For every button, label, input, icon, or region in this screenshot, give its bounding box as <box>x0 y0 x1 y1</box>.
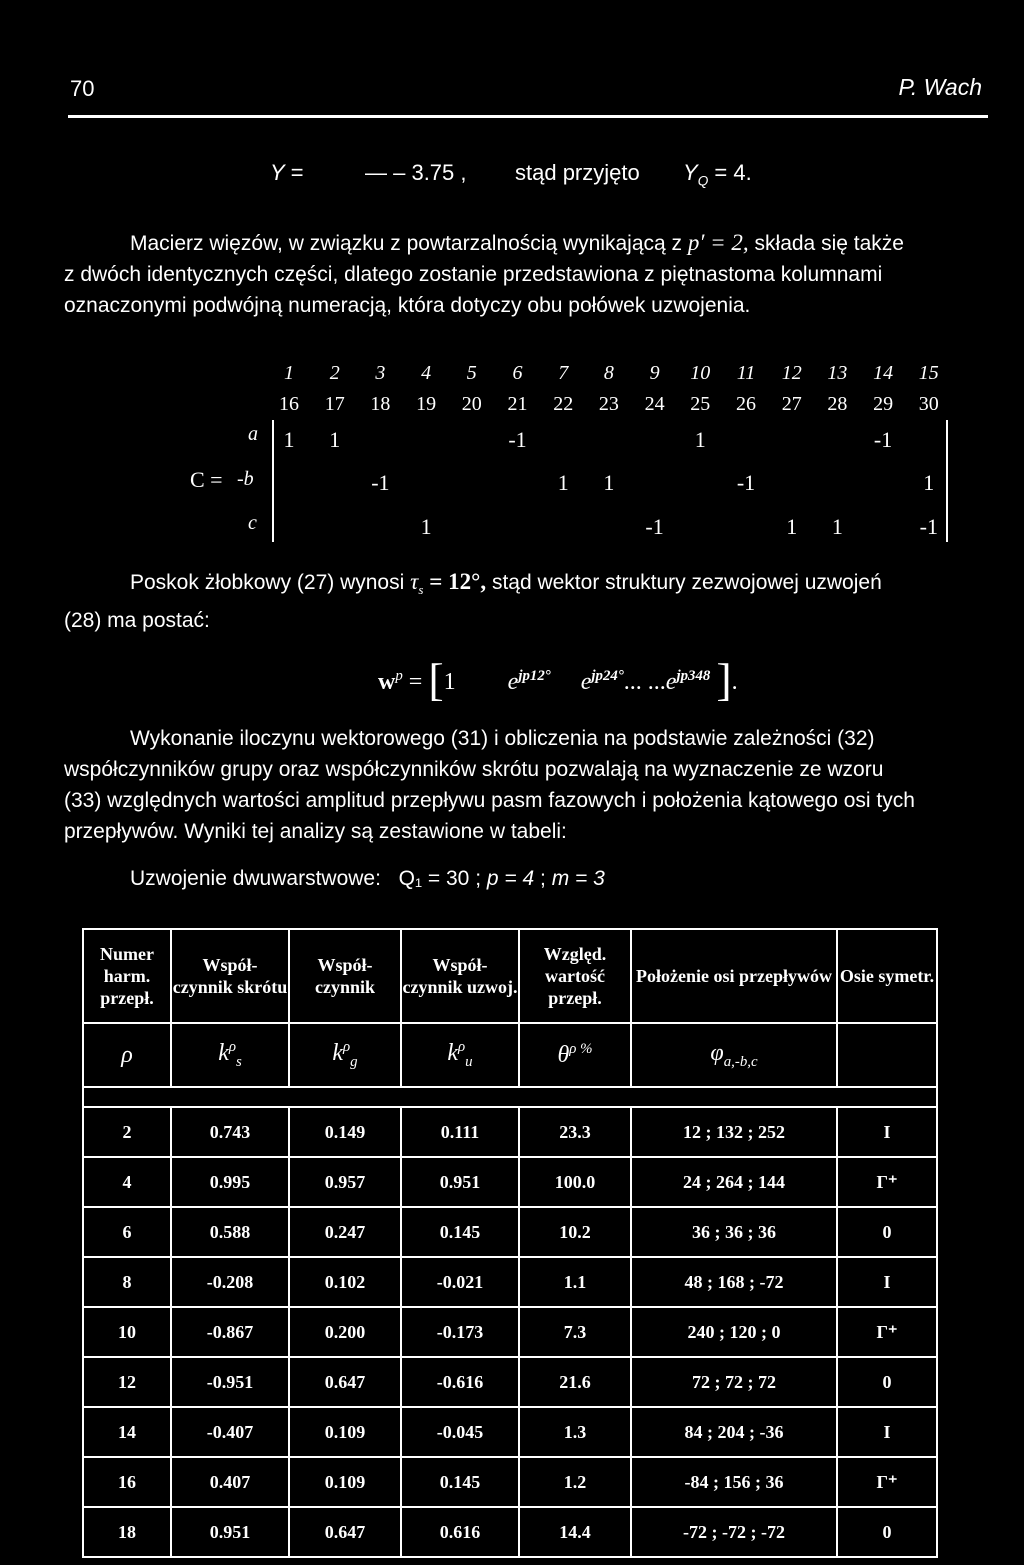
table-cell: 10 <box>83 1307 171 1357</box>
vector-e3-sup: jp348 <box>676 668 711 684</box>
results-table <box>82 928 938 1558</box>
matrix-col-number-top: 5 <box>466 362 477 384</box>
table-cell: 10.2 <box>519 1207 631 1257</box>
paragraph2-line2: (28) ma postać: <box>64 609 210 632</box>
matrix-col-number-top: 3 <box>375 362 386 384</box>
matrix-col-number-top: 6 <box>512 362 523 384</box>
table-cell: -0.951 <box>171 1357 289 1407</box>
table-cell: Γ⁺ <box>837 1307 937 1357</box>
table-cell: 0 <box>837 1357 937 1407</box>
vector-right-bracket: ] <box>716 654 732 705</box>
matrix-cell-c: 1 <box>420 514 432 539</box>
table-row <box>83 1357 937 1407</box>
symbol-ku: $k^\rho_u$ <box>401 1023 519 1087</box>
header-group-factor: Współ- czynnik <box>289 929 401 1023</box>
eq-y-result-val: = 4. <box>714 160 752 185</box>
vector-equation <box>378 648 738 710</box>
table-row <box>83 1507 937 1557</box>
matrix-col-number-bottom: 22 <box>553 393 574 415</box>
table-cell: 21.6 <box>519 1357 631 1407</box>
table-cell: 36 ; 36 ; 36 <box>631 1207 837 1257</box>
matrix-col-number-bottom: 17 <box>324 393 345 415</box>
table-cell: 0.111 <box>401 1107 519 1157</box>
matrix-col-number-bottom: 24 <box>644 393 665 415</box>
table-cell: 72 ; 72 ; 72 <box>631 1357 837 1407</box>
winding-sep2: ; <box>540 867 546 890</box>
matrix-col-number-bottom: 29 <box>873 393 894 415</box>
vector-e1: e <box>507 669 519 695</box>
table-cell: 0.951 <box>171 1507 289 1557</box>
table-cell: 24 ; 264 ; 144 <box>631 1157 837 1207</box>
table-cell: 23.3 <box>519 1107 631 1157</box>
table-cell: 0.588 <box>171 1207 289 1257</box>
table-row <box>83 1257 937 1307</box>
table-cell: 12 ; 132 ; 252 <box>631 1107 837 1157</box>
eq-y-result <box>683 160 752 188</box>
vector-e2: e <box>580 669 592 695</box>
matrix-col-number-bottom: 16 <box>279 393 299 415</box>
matrix-cell-a: -1 <box>873 427 893 452</box>
table-cell: 0.109 <box>289 1457 401 1507</box>
matrix-cell-b: 1 <box>923 470 935 495</box>
table-cell: 0.102 <box>289 1257 401 1307</box>
table-cell: 240 ; 120 ; 0 <box>631 1307 837 1357</box>
vector-eq: = <box>408 669 423 695</box>
table-row <box>83 1157 937 1207</box>
table-cell: 0 <box>837 1207 937 1257</box>
vector-lhs: w <box>378 669 396 695</box>
eq-y-connector: stąd przyjęto <box>515 160 640 185</box>
winding-p: p = 4 <box>486 867 535 890</box>
matrix-cell-a: 1 <box>694 427 706 452</box>
page-number: 70 <box>70 76 95 101</box>
matrix-col-number-bottom: 26 <box>736 393 756 415</box>
paragraph1-line1-b: składa się także <box>754 232 904 255</box>
symbol-theta: $\theta^{\rho \%}$ <box>519 1023 631 1087</box>
matrix-cell-a: 1 <box>283 427 295 452</box>
paragraph3-line1: Wykonanie iloczynu wektorowego (31) i obliczenia na podstawie zależności (32) <box>130 727 875 750</box>
matrix-left-bar <box>272 420 274 542</box>
winding-sep1: ; <box>475 867 482 890</box>
matrix-col-number-top: 9 <box>649 362 660 384</box>
header-winding-factor: Współ- czynnik uzwoj. <box>401 929 519 1023</box>
vector-e1-sup: jp12° <box>518 668 551 684</box>
table-cell: 14.4 <box>519 1507 631 1557</box>
paragraph2-line1 <box>130 569 882 598</box>
table-cell: 1.2 <box>519 1457 631 1507</box>
paragraph1-line3: oznaczonymi podwójną numeracją, która dotyczy obu połówek uzwojenia. <box>64 294 751 317</box>
table-cell: 0.616 <box>401 1507 519 1557</box>
table-cell: 8 <box>83 1257 171 1307</box>
matrix-cell-a: 1 <box>329 427 341 452</box>
header-rule <box>68 115 988 118</box>
symbol-phi: $\varphi_{a,-b,c}$ <box>631 1023 837 1087</box>
table-cell: 14 <box>83 1407 171 1457</box>
table-cell: 12 <box>83 1357 171 1407</box>
table-gap-row <box>83 1087 937 1107</box>
table-cell: -0.208 <box>171 1257 289 1307</box>
matrix-row-label-b: -b <box>237 468 254 490</box>
vector-first: 1 <box>443 669 456 695</box>
eq-y-result-sub: Q <box>697 173 709 189</box>
table-cell: 0.200 <box>289 1307 401 1357</box>
matrix-cell-b: -1 <box>371 470 390 495</box>
matrix-cell-a: -1 <box>508 427 527 452</box>
paragraph2-text-b: stąd wektor struktury zezwojowej uzwojeń <box>491 571 882 594</box>
table-cell: -0.021 <box>401 1257 519 1307</box>
paragraph2-value: = 12°, <box>429 569 487 594</box>
paragraph2-symbol-sub: s <box>418 582 424 598</box>
matrix-col-number-top: 2 <box>329 362 340 384</box>
matrix-col-number-bottom: 30 <box>918 393 939 415</box>
eq-y-result-var: Y <box>683 160 698 185</box>
table-cell: 4 <box>83 1157 171 1207</box>
matrix-col-number-top: 15 <box>918 362 939 384</box>
running-header-author: P. Wach <box>898 74 982 100</box>
table-row <box>83 1457 937 1507</box>
vector-e3: e <box>665 669 677 695</box>
table-cell: 0.247 <box>289 1207 401 1257</box>
table-cell: 7.3 <box>519 1307 631 1357</box>
paragraph1-line1-a: Macierz więzów, w związku z powtarzalnością wynikającą z <box>130 232 683 255</box>
matrix-right-bar <box>946 420 948 542</box>
matrix-col-number-top: 10 <box>690 362 711 384</box>
matrix-cell-b: -1 <box>736 470 756 495</box>
matrix-col-number-top: 4 <box>421 362 432 384</box>
table-header-row <box>83 929 937 1023</box>
eq-y-value: — – 3.75 , <box>365 160 467 185</box>
paragraph1-symbol: p′ = 2, <box>687 230 749 255</box>
matrix-cell-c: -1 <box>645 514 664 539</box>
table-cell: I <box>837 1407 937 1457</box>
table-cell: I <box>837 1107 937 1157</box>
matrix-col-number-top: 7 <box>558 362 569 384</box>
vector-left-bracket: [ <box>428 654 444 705</box>
matrix-col-number-bottom: 18 <box>370 393 391 415</box>
table-row <box>83 1307 937 1357</box>
table-cell: 6 <box>83 1207 171 1257</box>
matrix-col-number-top: 11 <box>736 362 756 384</box>
vector-lhs-sup: p <box>395 668 403 684</box>
vector-e2-sup: jp24° <box>591 668 624 684</box>
table-cell: 0.647 <box>289 1507 401 1557</box>
header-relative-value: Względ. wartość przepł. <box>519 929 631 1023</box>
table-symbol-row <box>83 1023 937 1087</box>
header-harmonic-number: Numer harm. przepł. <box>83 929 171 1023</box>
table-cell: 48 ; 168 ; -72 <box>631 1257 837 1307</box>
table-cell: 0.957 <box>289 1157 401 1207</box>
matrix-col-number-top: 1 <box>284 362 294 384</box>
matrix-row-label-c: c <box>248 512 257 534</box>
table-cell: I <box>837 1257 937 1307</box>
matrix-row-label-a: a <box>248 423 258 445</box>
table-cell: 0.145 <box>401 1207 519 1257</box>
table-cell: Γ⁺ <box>837 1157 937 1207</box>
paragraph-results <box>64 723 989 847</box>
symbol-kg: $k^\rho_g$ <box>289 1023 401 1087</box>
table-cell: 1.3 <box>519 1407 631 1457</box>
winding-params <box>130 867 605 891</box>
table-row <box>83 1207 937 1257</box>
paragraph3-line2: współczynników grupy oraz współczynników skrótu pozwalają na wyznaczenie ze wzoru <box>64 758 884 781</box>
matrix-col-number-bottom: 20 <box>461 393 482 415</box>
table-cell: 0.995 <box>171 1157 289 1207</box>
paragraph3-line4: przepływów. Wyniki tej analizy są zestawione w tabeli: <box>64 820 567 843</box>
table-cell: 2 <box>83 1107 171 1157</box>
header-pitch-factor: Współ- czynnik skrótu <box>171 929 289 1023</box>
symbol-ks: $k^\rho_s$ <box>171 1023 289 1087</box>
vector-dots: ... ... <box>623 669 666 695</box>
paragraph2-symbol: τ <box>410 569 419 594</box>
header-axis-position: Położenie osi przepływów <box>631 929 837 1023</box>
table-cell: 84 ; 204 ; -36 <box>631 1407 837 1457</box>
matrix-col-number-top: 13 <box>827 362 848 384</box>
paragraph-matrix-intro <box>64 227 989 321</box>
matrix-col-number-bottom: 27 <box>781 393 802 415</box>
table-cell: 0 <box>837 1507 937 1557</box>
matrix-col-number-top: 14 <box>873 362 894 384</box>
table-cell: -0.867 <box>171 1307 289 1357</box>
table-cell: Γ⁺ <box>837 1457 937 1507</box>
paragraph2-text-a: Poskok żłobkowy (27) wynosi <box>130 571 405 594</box>
table-row <box>83 1407 937 1457</box>
winding-label: Uzwojenie dwuwarstwowe: <box>130 867 381 890</box>
table-cell: 0.149 <box>289 1107 401 1157</box>
table-cell: 18 <box>83 1507 171 1557</box>
table-cell: -0.045 <box>401 1407 519 1457</box>
vector-end: . <box>731 669 738 695</box>
matrix-col-number-bottom: 21 <box>507 393 528 415</box>
matrix-col-number-bottom: 19 <box>416 393 437 415</box>
matrix-cell-c: -1 <box>919 514 938 539</box>
table-cell: 100.0 <box>519 1157 631 1207</box>
table-cell: 16 <box>83 1457 171 1507</box>
table-cell: 1.1 <box>519 1257 631 1307</box>
eq-y-lhs: Y = <box>270 160 304 185</box>
matrix-cell-b: 1 <box>603 470 615 495</box>
matrix-cell-c: 1 <box>831 514 843 539</box>
table-cell: 0.407 <box>171 1457 289 1507</box>
winding-m: m = 3 <box>551 867 605 890</box>
matrix-col-number-bottom: 23 <box>598 393 619 415</box>
symbol-empty <box>837 1023 937 1087</box>
matrix-col-number-bottom: 25 <box>690 393 711 415</box>
table-cell: 0.109 <box>289 1407 401 1457</box>
matrix-cell-c: 1 <box>786 514 798 539</box>
header-symmetry-axes: Osie symetr. <box>837 929 937 1023</box>
matrix-col-number-bottom: 28 <box>827 393 848 415</box>
table-cell: -72 ; -72 ; -72 <box>631 1507 837 1557</box>
table-cell: -84 ; 156 ; 36 <box>631 1457 837 1507</box>
table-cell: 0.743 <box>171 1107 289 1157</box>
matrix-label: C = <box>190 467 223 492</box>
winding-q: Q₁ = 30 <box>398 867 470 890</box>
table-cell: 0.647 <box>289 1357 401 1407</box>
paragraph3-line3: (33) względnych wartości amplitud przepływu pasm fazowych i położenia kątowego osi tych <box>64 789 915 812</box>
matrix-cell-b: 1 <box>557 470 569 495</box>
table-cell: 0.145 <box>401 1457 519 1507</box>
table-cell: -0.407 <box>171 1407 289 1457</box>
table-cell: -0.173 <box>401 1307 519 1357</box>
paragraph1-line2: z dwóch identycznych części, dlatego zostanie przedstawiona z piętnastoma kolumnami <box>64 263 883 286</box>
symbol-rho: ρ <box>83 1023 171 1087</box>
table-row <box>83 1107 937 1157</box>
table-cell: -0.616 <box>401 1357 519 1407</box>
matrix-col-number-top: 12 <box>781 362 802 384</box>
table-cell: 0.951 <box>401 1157 519 1207</box>
matrix-col-number-top: 8 <box>603 362 614 384</box>
